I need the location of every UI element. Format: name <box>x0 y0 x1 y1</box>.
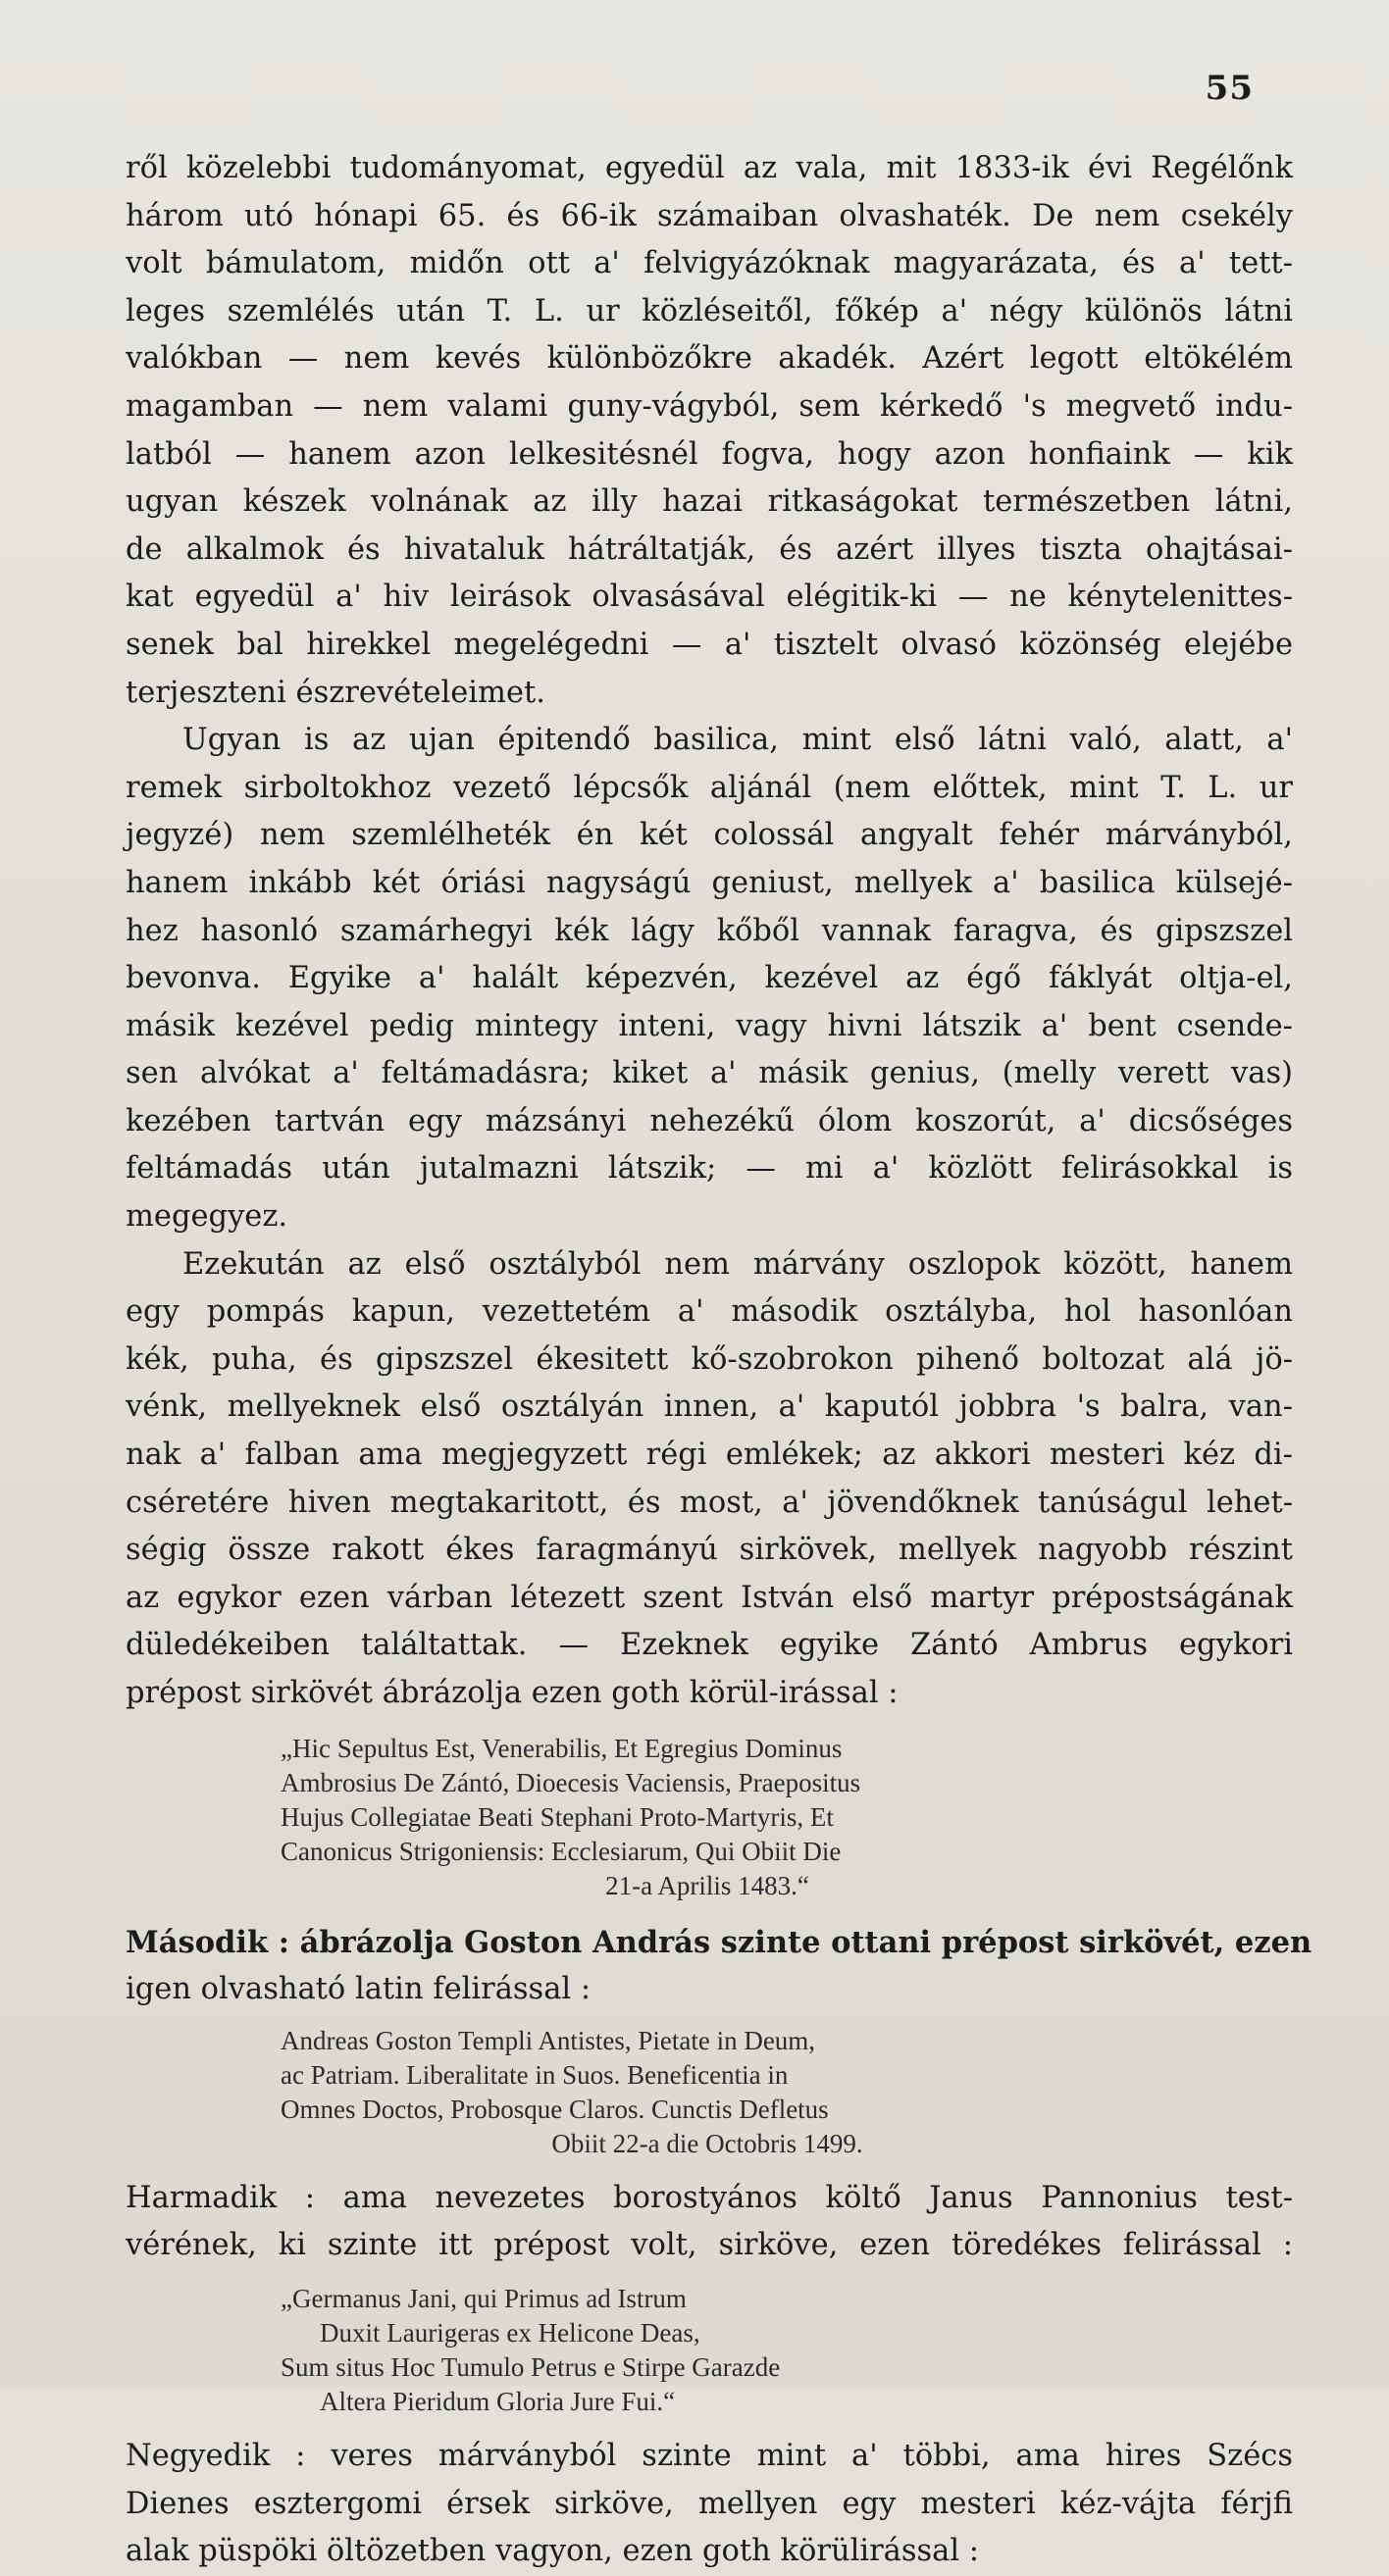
text-line: az egykor ezen várban létezett szent István első martyr prépostságának <box>126 1580 1293 1615</box>
text-line: hanem inkább két óriási nagyságú geniust, mellyek a' basilica külsejé- <box>126 865 1293 900</box>
quote-line: 21-a Aprilis 1483.“ <box>605 1870 809 1900</box>
text-line: bevonva. Egyike a' halált képezvén, kezével az égő fáklyát oltja-el, <box>126 961 1293 996</box>
text-line: feltámadás után jutalmazni látszik; — mi a' közlött felirásokkal is <box>126 1151 1293 1187</box>
quote-line: Duxit Laurigeras ex Helicone Deas, <box>320 2317 700 2348</box>
quote-line: Altera Pieridum Gloria Jure Fui.“ <box>320 2386 676 2416</box>
text-line: hez hasonló szamárhegyi kék lágy kőből vannak faragva, és gipszszel <box>126 913 1293 948</box>
quote-line: „Germanus Jani, qui Primus ad Istrum <box>281 2283 687 2313</box>
text-line: Dienes esztergomi érsek sirköve, mellyen egy mesteri kéz-vájta férjfi <box>126 2486 1293 2521</box>
text-line: igen olvasható latin felirással : <box>126 1972 592 2007</box>
text-line: Negyedik : veres márványból szinte mint a' többi, ama hires Szécs <box>126 2438 1293 2473</box>
text-line: magamban — nem valami guny-vágyból, sem kérkedő 's megvető indu- <box>126 388 1293 424</box>
quote-line: Sum situs Hoc Tumulo Petrus e Stirpe Garazde <box>281 2351 781 2382</box>
paragraph-4 <box>126 1919 1312 2014</box>
text-line: Ugyan is az ujan épitendő basilica, mint első látni való, alatt, a' <box>182 723 1293 758</box>
quote-line: Canonicus Strigoniensis: Ecclesiarum, Qui Obiit Die <box>281 1836 842 1866</box>
text-line: vérének, ki szinte itt prépost volt, sirköve, ezen töredékes felirással : <box>126 2228 1293 2263</box>
text-line: valókban — nem kevés különbözőkre akadék. Azért legott eltökélém <box>126 341 1293 377</box>
paragraph-5 <box>126 2175 1293 2270</box>
text-line: de alkalmok és hivataluk hátráltatják, és azért illyes tiszta ohajtásai- <box>126 531 1293 567</box>
text-line: alak püspöki öltözetben vagyon, ezen goth körülirással : <box>126 2534 980 2569</box>
text-line: egy pompás kapun, vezettetém a' második osztályba, hol hasonlóan <box>126 1294 1293 1330</box>
text-line: három utó hónapi 65. és 66-ik számaiban olvashaték. De nem csekély <box>126 198 1293 233</box>
quote-line: Andreas Goston Templi Antistes, Pietate in Deum, <box>281 2025 816 2055</box>
text-line: megegyez. <box>126 1199 288 1235</box>
page-number: 55 <box>1205 69 1254 108</box>
text-line: kék, puha, és gipszszel ékesitett kő-szobrokon pihenő boltozat alá jö- <box>126 1341 1293 1377</box>
text-line: Harmadik : ama nevezetes borostyános költő Janus Pannonius test- <box>126 2180 1293 2215</box>
inscription-quote-1 <box>281 1732 1134 1903</box>
text-line: ségig össze rakott ékes faragmányú sirkövek, mellyek nagyobb részint <box>126 1533 1293 1568</box>
text-line: cséretére hiven megtakaritott, és most, a' jövendőknek tanúságul lehet- <box>126 1485 1293 1520</box>
text-line: jegyzé) nem szemlélheték én két colossál angyalt fehér márványból, <box>126 818 1293 853</box>
text-line: prépost sirkövét ábrázolja ezen goth körül-irással : <box>126 1676 899 1710</box>
paragraph-1 <box>126 145 1293 717</box>
paragraph-3 <box>126 1241 1293 1718</box>
quote-line: Hujus Collegiatae Beati Stephani Proto-Martyris, Et <box>281 1801 834 1832</box>
text-line: másik kezével pedig mintegy inteni, vagy hivni látszik a' bent csende- <box>126 1008 1293 1043</box>
text-line: volt bámulatom, midőn ott a' felvigyázóknak magyarázata, és a' tett- <box>126 246 1293 281</box>
inscription-quote-3 <box>281 2282 1026 2419</box>
text-line: Ezekután az első osztályból nem márvány oszlopok között, hanem <box>182 1246 1293 1282</box>
text-line: nak a' falban ama megjegyzett régi emlékek; az akkori mesteri kéz di- <box>126 1438 1293 1473</box>
paragraph-2 <box>126 717 1293 1241</box>
text-line: Második : ábrázolja Goston András szinte ottani prépost sirkövét, ezen <box>126 1924 1312 1960</box>
text-line: kat egyedül a' hiv leirások olvasásával elégitik-ki — ne kénytelenittes- <box>126 580 1293 615</box>
quote-line: Obiit 22-a die Octobris 1499. <box>551 2128 863 2158</box>
text-line: ugyan készek volnának az illy hazai ritkaságokat természetben látni, <box>126 484 1293 520</box>
text-line: leges szemlélés után T. L. ur közléseitől, főkép a' négy különös látni <box>126 293 1293 328</box>
paragraph-6 <box>126 2433 1293 2576</box>
text-line: ről közelebbi tudományomat, egyedül az vala, mit 1833-ik évi Regélőnk <box>126 151 1293 185</box>
text-line: terjeszteni észrevételeimet. <box>126 675 545 710</box>
text-line: remek sirboltokhoz vezető lépcsők aljánál (nem előttek, mint T. L. ur <box>126 770 1293 805</box>
text-line: latból — hanem azon lelkesitésnél fogva, hogy azon honfiaink — kik <box>126 436 1293 472</box>
text-line: düledékeiben találtattak. — Ezeknek egyike Zántó Ambrus egykori <box>126 1628 1293 1663</box>
text-line: vénk, mellyeknek első osztályán innen, a' kaputól jobbra 's balra, van- <box>126 1389 1293 1425</box>
text-line: senek bal hirekkel megelégedni — a' tisztelt olvasó közönség elejébe <box>126 627 1293 662</box>
quote-line: Ambrosius De Zántó, Dioecesis Vaciensis, Praepositus <box>281 1767 861 1797</box>
text-line: sen alvókat a' feltámadásra; kiket a' másik genius, (melly verett vas) <box>126 1056 1293 1091</box>
quote-line: „Hic Sepultus Est, Venerabilis, Et Egregius Dominus <box>281 1733 843 1763</box>
inscription-quote-2 <box>281 2024 1134 2161</box>
quote-line: ac Patriam. Liberalitate in Suos. Beneficentia in <box>281 2059 789 2090</box>
text-line: kezében tartván egy mázsányi nehezékű ólom koszorút, a' dicsőséges <box>126 1103 1293 1138</box>
page-text <box>126 145 1312 2576</box>
quote-line: Omnes Doctos, Probosque Claros. Cunctis Defletus <box>281 2094 829 2124</box>
